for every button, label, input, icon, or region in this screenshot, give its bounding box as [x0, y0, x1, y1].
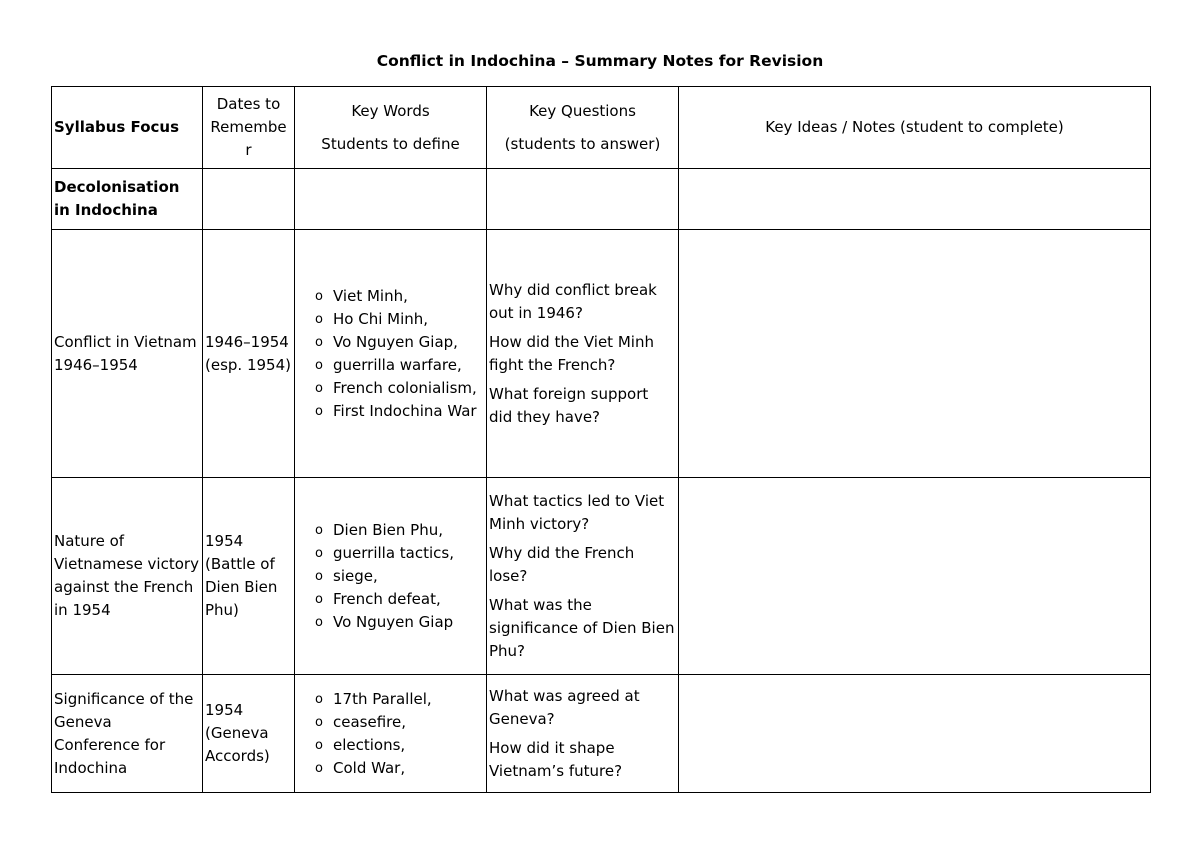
row-focus: Significance of the Geneva Conference for Indochina	[52, 675, 203, 793]
section-label-line: Decolonisation	[54, 178, 180, 196]
question-text: How did the Viet Minh fight the French?	[489, 332, 654, 374]
circle-bullet-icon: o	[315, 380, 323, 396]
row-notes-field[interactable]	[679, 230, 1151, 478]
empty-cell	[203, 169, 295, 230]
header-key-questions-line: Key Questions	[529, 101, 636, 120]
row-notes-field[interactable]	[679, 675, 1151, 793]
keyword-item	[317, 400, 484, 423]
question-text: What tactics led to Viet Minh victory?	[489, 491, 665, 533]
keyword-item	[317, 377, 484, 400]
question-text: What was agreed at Geneva?	[489, 686, 640, 728]
circle-bullet-icon: o	[315, 568, 323, 584]
keyword-item	[317, 565, 484, 588]
keyword-item	[317, 588, 484, 611]
header-dates-line: Remembe	[210, 118, 287, 136]
document-title: Conflict in Indochina – Summary Notes for Revision	[376, 52, 824, 70]
question-text: Why did conflict break out in 1946?	[489, 280, 657, 322]
circle-bullet-icon: o	[315, 522, 323, 538]
keyword-text: guerrilla tactics,	[333, 543, 454, 562]
circle-bullet-icon: o	[315, 334, 323, 350]
circle-bullet-icon: o	[315, 614, 323, 630]
keyword-item	[317, 611, 484, 634]
keyword-item	[317, 711, 484, 734]
header-dates-line: r	[245, 141, 252, 159]
question-text: What foreign support did they have?	[489, 384, 649, 426]
keyword-text: siege,	[333, 566, 378, 585]
circle-bullet-icon: o	[315, 591, 323, 607]
keyword-item	[317, 519, 484, 542]
keyword-text: Ho Chi Minh,	[333, 309, 429, 328]
keyword-text: Vo Nguyen Giap	[333, 612, 454, 631]
row-focus: Nature of Vietnamese victory against the French in 1954	[52, 478, 203, 675]
circle-bullet-icon: o	[315, 357, 323, 373]
table-row	[52, 230, 1151, 478]
header-key-words-line: Students to define	[321, 134, 460, 153]
section-label	[52, 169, 203, 230]
circle-bullet-icon: o	[315, 403, 323, 419]
row-keywords	[295, 478, 487, 675]
header-dates-line: Dates to	[216, 95, 281, 113]
empty-cell	[487, 169, 679, 230]
row-dates: 1954 (Geneva Accords)	[203, 675, 295, 793]
row-keywords	[295, 675, 487, 793]
circle-bullet-icon: o	[315, 737, 323, 753]
question-text: What was the significance of Dien Bien Phu?	[489, 595, 675, 660]
header-key-words-line: Key Words	[351, 101, 430, 120]
keyword-text: Vo Nguyen Giap,	[333, 332, 458, 351]
keyword-item	[317, 688, 484, 711]
circle-bullet-icon: o	[315, 714, 323, 730]
row-keywords	[295, 230, 487, 478]
question-text: Why did the French lose?	[489, 543, 635, 585]
circle-bullet-icon: o	[315, 288, 323, 304]
keyword-item	[317, 308, 484, 331]
keyword-item	[317, 734, 484, 757]
keyword-text: Viet Minh,	[333, 286, 408, 305]
row-dates: 1954 (Battle of Dien Bien Phu)	[203, 478, 295, 675]
header-key-questions	[487, 87, 679, 169]
keyword-text: guerrilla warfare,	[333, 355, 462, 374]
circle-bullet-icon: o	[315, 311, 323, 327]
row-questions	[487, 478, 679, 675]
header-key-words	[295, 87, 487, 169]
keyword-item	[317, 542, 484, 565]
row-dates: 1946–1954 (esp. 1954)	[203, 230, 295, 478]
summary-notes-table	[51, 86, 1151, 793]
keyword-text: French defeat,	[333, 589, 441, 608]
section-row	[52, 169, 1151, 230]
circle-bullet-icon: o	[315, 760, 323, 776]
circle-bullet-icon: o	[315, 691, 323, 707]
header-dates	[203, 87, 295, 169]
keyword-text: First Indochina War	[333, 401, 477, 420]
keyword-text: ceasefire,	[333, 712, 406, 731]
question-text: How did it shape Vietnam’s future?	[489, 738, 623, 780]
row-notes-field[interactable]	[679, 478, 1151, 675]
row-questions	[487, 230, 679, 478]
keyword-text: Dien Bien Phu,	[333, 520, 444, 539]
section-label-line: in Indochina	[54, 201, 158, 219]
keyword-item	[317, 354, 484, 377]
keyword-item	[317, 285, 484, 308]
row-focus: Conflict in Vietnam 1946–1954	[52, 230, 203, 478]
table-row	[52, 478, 1151, 675]
keyword-item	[317, 331, 484, 354]
row-questions	[487, 675, 679, 793]
table-row	[52, 675, 1151, 793]
keyword-text: 17th Parallel,	[333, 689, 432, 708]
empty-cell	[679, 169, 1151, 230]
keyword-text: French colonialism,	[333, 378, 477, 397]
keyword-item	[317, 757, 484, 780]
circle-bullet-icon: o	[315, 545, 323, 561]
header-key-questions-line: (students to answer)	[504, 134, 661, 153]
keyword-text: elections,	[333, 735, 406, 754]
empty-cell	[295, 169, 487, 230]
header-syllabus-focus: Syllabus Focus	[52, 87, 203, 169]
header-key-ideas: Key Ideas / Notes (student to complete)	[679, 87, 1151, 169]
header-row	[52, 87, 1151, 169]
keyword-text: Cold War,	[333, 758, 406, 777]
